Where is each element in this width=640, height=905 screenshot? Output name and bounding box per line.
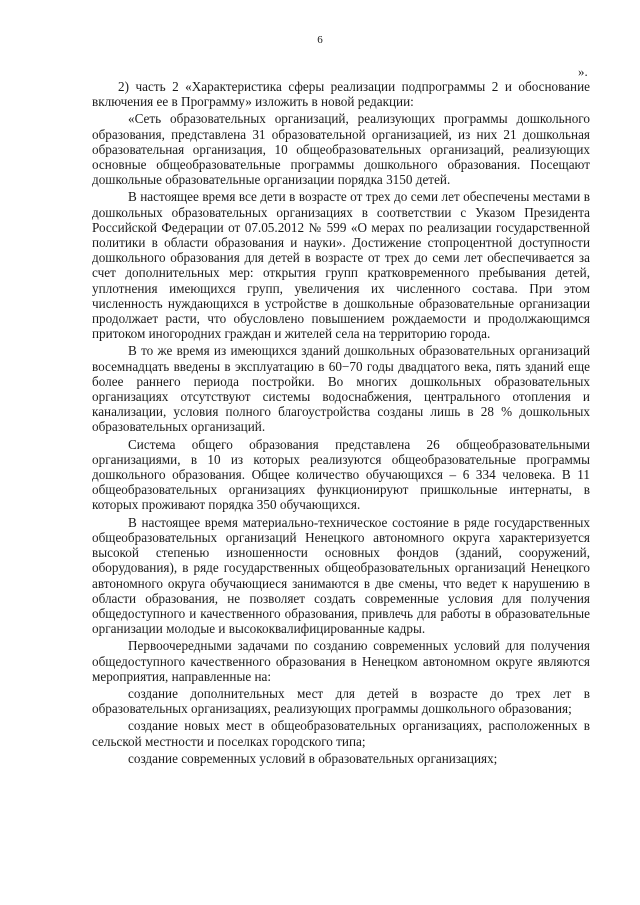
paragraph-current-state: В настоящее время все дети в возрасте от трех до семи лет обеспечены местами в дошкольных образовательных организациях в соответствии с Указом Президента Российской Федерации от 07.05.2012 № 599 «О мерах по реализации государственной политики в области образования и науки». Достижение стопроцентной доступности дошкольного образования для детей в возрасте от трех до семи лет обеспечивается за счет дополнительных мер: открытия групп кратковременного пребывания детей, уплотнения имеющихся групп, увеличения их численного состава. При этом численность нуждающихся в устройстве в дошкольные образовательные организации продолжает расти, что обусловлено повышением рождаемости и продолжающимся притоком иногородних граждан и жителей села на территорию города. (92, 189, 590, 342)
list-item-preschool-places: создание дополнительных мест для детей в возрасте до трех лет в образовательных организациях, реализующих программы дошкольного образования; (92, 685, 590, 717)
paragraph-priority-tasks: Первоочередными задачами по созданию современных условий для получения общедоступного качественного образования в Ненецком автономном округе являются мероприятия, направленные на: (92, 638, 590, 684)
paragraph-buildings: В то же время из имеющихся зданий дошкольных образовательных организаций восемнадцать введены в эксплуатацию в 60−70 годы двадцатого века, пять зданий еще более раннего периода постройки. Во многих дошкольных образовательных организациях отсутствуют системы водоснабжения, центрального отопления и канализации, условия полного благоустройства созданы лишь в 28 % дошкольных образовательных организаций. (92, 343, 590, 435)
paragraph-general-education: Система общего образования представлена 26 общеобразовательными организациями, в 10 из которых реализуются общеобразовательные программы дошкольного образования. Общее количество обучающихся – 6 334 человека. В 11 общеобразовательных организациях функционируют пришкольные интернаты, в которых проживают порядка 350 обучающихся. (92, 436, 590, 513)
paragraph-item-2: 2) часть 2 «Характеристика сферы реализации подпрограммы 2 и обоснование включения ее в Программу» изложить в новой редакции: (92, 79, 590, 110)
document-body (92, 79, 590, 768)
paragraph-network: «Сеть образовательных организаций, реализующих программы дошкольного образования, представлена 31 образовательной организацией, из них 21 дошкольная образовательная организация, 10 общеобразовательных организаций, реализующих основные общеобразовательные программы дошкольного образования. Посещают дошкольные образовательные организации порядка 3150 детей. (92, 111, 590, 188)
list-item-modern-conditions: создание современных условий в образовательных организациях; (128, 750, 498, 766)
closing-quote-mark: ». (578, 64, 588, 79)
list-item-rural-places: создание новых мест в общеобразовательных организациях, расположенных в сельской местности и поселках городского типа; (92, 718, 590, 749)
paragraph-material-state: В настоящее время материально-техническое состояние в ряде государственных общеобразовательных организаций Ненецкого автономного округа характеризуется высокой степенью изношенности основных фондов (зданий, сооружений, оборудования), в ряде государственных общеобразовательных организаций Ненецкого автономного округа обучающиеся занимаются в две смены, что ведет к нарушению в области образования, не позволяет создать современные условия для получения общедоступного и качественного образования, привлечь для работы в образовательные организации молодые и высококвалифицированные кадры. (92, 514, 590, 637)
page-number: 6 (317, 34, 323, 46)
